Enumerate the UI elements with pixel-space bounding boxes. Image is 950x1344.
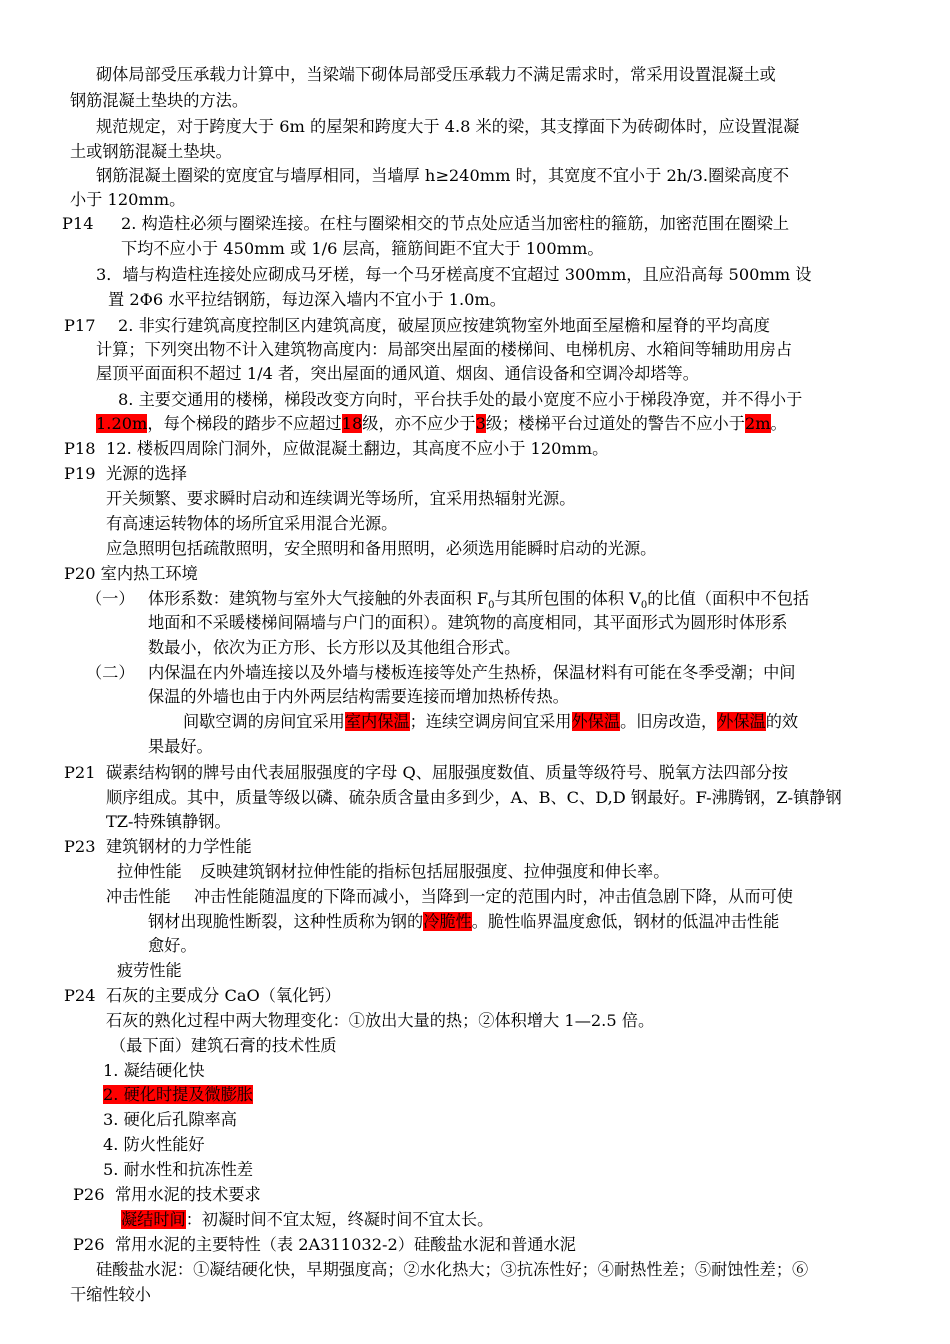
section-heading: 建筑钢材的力学性能 (106, 837, 252, 856)
highlight-mark: 18 (341, 414, 363, 433)
page-ref: P26 (73, 1185, 105, 1204)
page-ref: P26 (73, 1235, 105, 1254)
highlight-mark: 3 (475, 414, 486, 433)
highlight-mark: 2. 硬化时提及微膨胀 (103, 1085, 254, 1104)
page-ref: P19 (64, 464, 96, 483)
para-line: 开关频繁、要求瞬时启动和连续调光等场所，宜采用热辐射光源。 (106, 489, 576, 508)
para-line: 冲击性能随温度的下降而减小，当降到一定的范围内时，冲击值急剧下降，从而可使 (194, 887, 793, 906)
para-line: 有高速运转物体的场所宜采用混合光源。 (106, 514, 398, 533)
highlight-mark: 外保温 (571, 712, 621, 731)
para-line: 凝结时间：初凝时间不宜太短，终凝时间不宜太长。 (121, 1210, 494, 1229)
page-ref: P24 (64, 986, 96, 1005)
list-item: 1. 凝结硬化快 (103, 1061, 205, 1080)
section-heading: （最下面）建筑石膏的技术性质 (110, 1036, 337, 1055)
para-line: 反映建筑钢材拉伸性能的指标包括屈服强度、拉伸强度和伸长率。 (200, 862, 670, 881)
para-line: TZ-特殊镇静钢。 (106, 812, 231, 831)
highlight-mark: 冷脆性 (423, 912, 472, 931)
list-marker: （二） (86, 663, 135, 682)
para-line: 数最小，依次为正方形、长方形以及其他组合形式。 (148, 638, 521, 657)
para-line: 12. 楼板四周除门洞外，应做混凝土翻边，其高度不应小于 120mm。 (106, 439, 609, 458)
para-line: 1.20m，每个梯段的踏步不应超过18级，亦不应少于3级；楼梯平台过道处的警告不应小于2m。 (96, 414, 787, 433)
list-marker: （一） (86, 589, 135, 608)
page-ref: P17 (64, 316, 96, 335)
term-label: 冲击性能 (106, 887, 171, 906)
highlight-mark: 2m (744, 414, 771, 433)
para-line: 计算；下列突出物不计入建筑物高度内：局部突出屋面的楼梯间、电梯机房、水箱间等辅助用房占 (96, 340, 793, 359)
term-label: 拉伸性能 (117, 862, 182, 881)
page-ref: P21 (64, 763, 96, 782)
para-line: 小于 120mm。 (70, 190, 186, 209)
list-item: 3. 硬化后孔隙率高 (103, 1110, 237, 1129)
para-line: 硅酸盐水泥：①凝结硬化快，早期强度高；②水化热大；③抗冻性好；④耐热性差；⑤耐蚀性差；⑥ (96, 1260, 809, 1279)
para-line: 钢材出现脆性断裂，这种性质称为钢的冷脆性。脆性临界温度愈低，钢材的低温冲击性能 (148, 912, 780, 931)
para-line: 应急照明包括疏散照明，安全照明和备用照明，必须选用能瞬时启动的光源。 (106, 539, 657, 558)
term-label: 疲劳性能 (117, 961, 182, 980)
page-ref: P14 (62, 214, 94, 233)
para-line: 石灰的熟化过程中两大物理变化：①放出大量的热；②体积增大 1—2.5 倍。 (106, 1011, 655, 1030)
highlight-mark: 外保温 (717, 712, 766, 731)
section-heading: 光源的选择 (106, 464, 187, 483)
section-heading: P20 室内热工环境 (64, 564, 198, 583)
list-item: 5. 耐水性和抗冻性差 (103, 1160, 254, 1179)
para-line: 土或钢筋混凝土垫块。 (70, 142, 232, 161)
section-heading: 常用水泥的主要特性（表 2A311032-2）硅酸盐水泥和普通水泥 (115, 1235, 576, 1254)
para-line: 8. 主要交通用的楼梯，梯段改变方向时，平台扶手处的最小宽度不应小于梯段净宽，并不得小于 (118, 390, 803, 409)
highlight-mark: 1.20m (96, 414, 148, 433)
page-ref: P23 (64, 837, 96, 856)
para-line: 间歇空调的房间宜采用室内保温；连续空调房间宜采用外保温。旧房改造，外保温的效 (183, 712, 799, 731)
para-line: 3．墙与构造柱连接处应砌成马牙槎，每一个马牙槎高度不宜超过 300mm，且应沿高每 500mm 设 (96, 265, 812, 284)
section-heading: 常用水泥的技术要求 (115, 1185, 261, 1204)
para-line: 砌体局部受压承载力计算中，当梁端下砌体局部受压承载力不满足需求时，常采用设置混凝土或 (96, 65, 776, 84)
section-heading: 石灰的主要成分 CaO（氧化钙） (106, 986, 341, 1005)
para-line: 体形系数：建筑物与室外大气接触的外表面积 $F_0$与其所包围的体积 $V_0$的比值（面积中不包括 (148, 589, 810, 612)
list-item (103, 1083, 253, 1107)
para-line: 钢筋混凝土垫块的方法。 (70, 91, 249, 110)
highlight-mark: 凝结时间 (121, 1210, 186, 1229)
list-item: 4. 防火性能好 (103, 1135, 205, 1154)
para-line: 果最好。 (148, 737, 213, 756)
para-line: 屋顶平面面积不超过 1/4 者，突出屋面的通风道、烟囱、通信设备和空调冷却塔等。 (96, 364, 699, 383)
para-line: 地面和不采暖楼梯间隔墙与户门的面积）。建筑物的高度相同，其平面形式为圆形时体形系 (148, 613, 788, 632)
para-line: 顺序组成。其中，质量等级以磷、硫杂质含量由多到少，A、B、C、D,D 钢最好。F-沸腾钢，Z-镇静钢 (106, 788, 842, 807)
highlight-mark: 室内保温 (344, 712, 410, 731)
para-line: 2. 非实行建筑高度控制区内建筑高度，破屋顶应按建筑物室外地面至屋檐和屋脊的平均高度 (118, 316, 770, 335)
para-line: 愈好。 (148, 936, 197, 955)
para-line: 内保温在内外墙连接以及外墙与楼板连接等处产生热桥，保温材料有可能在冬季受潮；中间 (148, 663, 796, 682)
para-line: 下均不应小于 450mm 或 1/6 层高，箍筋间距不宜大于 100mm。 (121, 239, 604, 258)
page-ref: P18 (64, 439, 96, 458)
para-line: 干缩性较小 (70, 1285, 151, 1304)
para-line: 保温的外墙也由于内外两层结构需要连接而增加热桥传热。 (148, 687, 569, 706)
para-line: 钢筋混凝土圈梁的宽度宜与墙厚相同，当墙厚 h≥240mm 时，其宽度不宜小于 2h/3.圈梁高度不 (96, 166, 790, 185)
para-line: 置 2Φ6 水平拉结钢筋，每边深入墙内不宜小于 1.0m。 (108, 290, 506, 309)
para-line: 2. 构造柱必须与圈梁连接。在柱与圈梁相交的节点处应适当加密柱的箍筋，加密范围在圈梁上 (121, 214, 790, 233)
para-line: 规范规定，对于跨度大于 6m 的屋架和跨度大于 4.8 米的梁，其支撑面下为砖砌体时，应设置混凝 (96, 117, 800, 136)
para-line: 碳素结构钢的牌号由代表屈服强度的字母 Q、屈服强度数值、质量等级符号、脱氧方法四部分按 (106, 763, 789, 782)
